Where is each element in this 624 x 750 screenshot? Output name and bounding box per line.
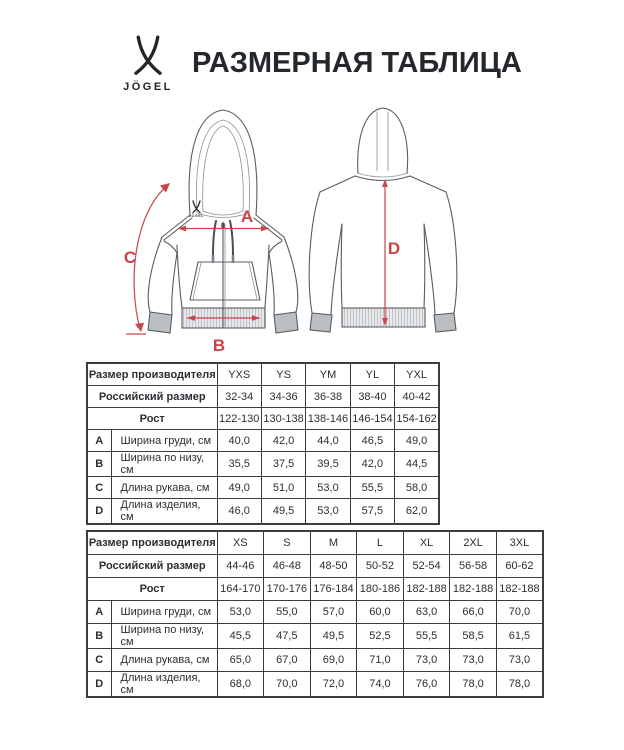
size-value-cell: 49,5 bbox=[261, 499, 305, 525]
header-value-cell: 32-34 bbox=[217, 386, 261, 408]
size-value-cell: 45,5 bbox=[217, 624, 264, 649]
body-right-edge bbox=[265, 245, 269, 308]
size-value-cell: 74,0 bbox=[357, 672, 404, 698]
row-letter: A bbox=[87, 430, 111, 452]
row-measurement-label: Длина рукава, см bbox=[111, 649, 217, 672]
table-row bbox=[87, 430, 439, 452]
size-value-cell: 57,5 bbox=[350, 499, 394, 525]
size-value-cell: 73,0 bbox=[496, 649, 543, 672]
left-cuff bbox=[148, 312, 172, 333]
size-value-cell: 49,0 bbox=[217, 477, 261, 499]
header-value-cell: 3XL bbox=[496, 531, 543, 555]
header-value-cell: 182-188 bbox=[450, 578, 497, 601]
size-value-cell: 71,0 bbox=[357, 649, 404, 672]
header-value-cell: 2XL bbox=[450, 531, 497, 555]
back-hood-outline bbox=[358, 108, 408, 173]
size-value-cell: 65,0 bbox=[217, 649, 264, 672]
size-value-cell: 58,0 bbox=[395, 477, 439, 499]
back-right-cuff bbox=[434, 313, 456, 332]
right-sleeve bbox=[284, 237, 298, 312]
header-value-cell: 154-162 bbox=[395, 408, 439, 430]
header-value-cell: 146-154 bbox=[350, 408, 394, 430]
size-value-cell: 44,0 bbox=[306, 430, 350, 452]
header-row bbox=[87, 531, 543, 555]
table-row bbox=[87, 452, 439, 477]
row-letter: B bbox=[87, 624, 111, 649]
header-value-cell: YXS bbox=[217, 363, 261, 386]
brand-logo bbox=[116, 33, 180, 93]
header-value-cell: XL bbox=[403, 531, 450, 555]
brand-logo-icon bbox=[130, 33, 166, 79]
header-value-cell: 130-138 bbox=[261, 408, 305, 430]
table-row bbox=[87, 601, 543, 624]
header-row bbox=[87, 408, 439, 430]
header-row bbox=[87, 363, 439, 386]
row-letter: A bbox=[87, 601, 111, 624]
svg-text:JÖGEL: JÖGEL bbox=[188, 214, 205, 218]
header-row bbox=[87, 555, 543, 578]
header-value-cell: YL bbox=[350, 363, 394, 386]
row-measurement-label: Длина рукава, см bbox=[111, 477, 217, 499]
row-letter: D bbox=[87, 672, 111, 698]
size-value-cell: 53,0 bbox=[217, 601, 264, 624]
size-value-cell: 51,0 bbox=[261, 477, 305, 499]
size-value-cell: 78,0 bbox=[496, 672, 543, 698]
size-value-cell: 57,0 bbox=[310, 601, 357, 624]
header-row-label: Рост bbox=[87, 578, 217, 601]
size-value-cell: 40,0 bbox=[217, 430, 261, 452]
header-value-cell: 34-36 bbox=[261, 386, 305, 408]
back-left-sleeve bbox=[309, 192, 320, 313]
row-letter: D bbox=[87, 499, 111, 525]
size-value-cell: 37,5 bbox=[261, 452, 305, 477]
measure-label-b: B bbox=[212, 336, 226, 355]
row-letter: B bbox=[87, 452, 111, 477]
header-row-label: Рост bbox=[87, 408, 217, 430]
row-measurement-label: Ширина груди, см bbox=[111, 601, 217, 624]
size-value-cell: 66,0 bbox=[450, 601, 497, 624]
row-measurement-label: Длина изделия, см bbox=[111, 499, 217, 525]
measure-label-c: C bbox=[123, 248, 137, 267]
size-value-cell: 58,5 bbox=[450, 624, 497, 649]
row-measurement-label: Длина изделия, см bbox=[111, 672, 217, 698]
size-value-cell: 35,5 bbox=[217, 452, 261, 477]
measure-label-a: A bbox=[240, 207, 254, 226]
header-value-cell: 52-54 bbox=[403, 555, 450, 578]
size-value-cell: 69,0 bbox=[310, 649, 357, 672]
header-value-cell: 46-48 bbox=[264, 555, 311, 578]
header-value-cell: 48-50 bbox=[310, 555, 357, 578]
header-value-cell: YS bbox=[261, 363, 305, 386]
size-value-cell: 73,0 bbox=[450, 649, 497, 672]
size-value-cell: 42,0 bbox=[261, 430, 305, 452]
adult-size-table bbox=[86, 530, 544, 698]
size-value-cell: 55,0 bbox=[264, 601, 311, 624]
size-value-cell: 42,0 bbox=[350, 452, 394, 477]
size-value-cell: 53,0 bbox=[306, 499, 350, 525]
table-row bbox=[87, 649, 543, 672]
size-value-cell: 68,0 bbox=[217, 672, 264, 698]
header-row bbox=[87, 386, 439, 408]
size-value-cell: 46,5 bbox=[350, 430, 394, 452]
size-value-cell: 78,0 bbox=[450, 672, 497, 698]
header-row-label: Размер производителя bbox=[87, 363, 217, 386]
measure-D bbox=[382, 179, 400, 326]
header-value-cell: L bbox=[357, 531, 404, 555]
size-value-cell: 55,5 bbox=[403, 624, 450, 649]
size-value-cell: 63,0 bbox=[403, 601, 450, 624]
row-measurement-label: Ширина по низу, см bbox=[111, 452, 217, 477]
left-sleeve bbox=[148, 237, 162, 312]
header-value-cell: XS bbox=[217, 531, 264, 555]
row-measurement-label: Ширина по низу, см bbox=[111, 624, 217, 649]
row-measurement-label: Ширина груди, см bbox=[111, 430, 217, 452]
header-value-cell: 182-188 bbox=[496, 578, 543, 601]
row-letter: C bbox=[87, 477, 111, 499]
header-value-cell: 182-188 bbox=[403, 578, 450, 601]
header-value-cell: 40-42 bbox=[395, 386, 439, 408]
hoodie-front-diagram bbox=[113, 100, 308, 355]
size-value-cell: 52,5 bbox=[357, 624, 404, 649]
size-value-cell: 76,0 bbox=[403, 672, 450, 698]
size-value-cell: 61,5 bbox=[496, 624, 543, 649]
header-value-cell: 122-130 bbox=[217, 408, 261, 430]
table-row bbox=[87, 624, 543, 649]
header-value-cell: YXL bbox=[395, 363, 439, 386]
size-value-cell: 70,0 bbox=[264, 672, 311, 698]
header-value-cell: 36-38 bbox=[306, 386, 350, 408]
header-value-cell: S bbox=[264, 531, 311, 555]
size-value-cell: 55,5 bbox=[350, 477, 394, 499]
size-value-cell: 72,0 bbox=[310, 672, 357, 698]
header-value-cell: 50-52 bbox=[357, 555, 404, 578]
header-value-cell: 56-58 bbox=[450, 555, 497, 578]
header-value-cell: 38-40 bbox=[350, 386, 394, 408]
table-row bbox=[87, 477, 439, 499]
measure-label-d: D bbox=[387, 239, 401, 258]
back-body-left-edge bbox=[341, 224, 342, 308]
table-row bbox=[87, 499, 439, 525]
back-body-right-edge bbox=[424, 224, 425, 308]
header-value-cell: 176-184 bbox=[310, 578, 357, 601]
hoodie-back-diagram bbox=[298, 102, 468, 352]
measure-C bbox=[124, 183, 170, 334]
header-row-label: Российский размер bbox=[87, 386, 217, 408]
header-value-cell: 180-186 bbox=[357, 578, 404, 601]
back-hem-band bbox=[342, 308, 425, 327]
header-value-cell: 138-146 bbox=[306, 408, 350, 430]
size-value-cell: 49,5 bbox=[310, 624, 357, 649]
header-value-cell: 44-46 bbox=[217, 555, 264, 578]
brand-logo-text: JÖGEL bbox=[123, 81, 173, 93]
size-value-cell: 46,0 bbox=[217, 499, 261, 525]
size-value-cell: 53,0 bbox=[306, 477, 350, 499]
size-value-cell: 47,5 bbox=[264, 624, 311, 649]
row-letter: C bbox=[87, 649, 111, 672]
size-value-cell: 39,5 bbox=[306, 452, 350, 477]
size-value-cell: 60,0 bbox=[357, 601, 404, 624]
size-value-cell: 62,0 bbox=[395, 499, 439, 525]
body-left-edge bbox=[177, 245, 182, 308]
size-value-cell: 73,0 bbox=[403, 649, 450, 672]
back-right-sleeve bbox=[446, 192, 457, 313]
back-left-cuff bbox=[310, 313, 332, 332]
size-value-cell: 44,5 bbox=[395, 452, 439, 477]
header-value-cell: 170-176 bbox=[264, 578, 311, 601]
header-value-cell: 60-62 bbox=[496, 555, 543, 578]
right-cuff bbox=[274, 312, 298, 333]
header-row-label: Размер производителя bbox=[87, 531, 217, 555]
table-row bbox=[87, 672, 543, 698]
header-row bbox=[87, 578, 543, 601]
header-row-label: Российский размер bbox=[87, 555, 217, 578]
header-value-cell: 164-170 bbox=[217, 578, 264, 601]
size-value-cell: 70,0 bbox=[496, 601, 543, 624]
youth-size-table bbox=[86, 362, 440, 525]
size-value-cell: 49,0 bbox=[395, 430, 439, 452]
header-value-cell: YM bbox=[306, 363, 350, 386]
header-value-cell: M bbox=[310, 531, 357, 555]
page-title: РАЗМЕРНАЯ ТАБЛИЦА bbox=[192, 47, 522, 79]
size-value-cell: 67,0 bbox=[264, 649, 311, 672]
